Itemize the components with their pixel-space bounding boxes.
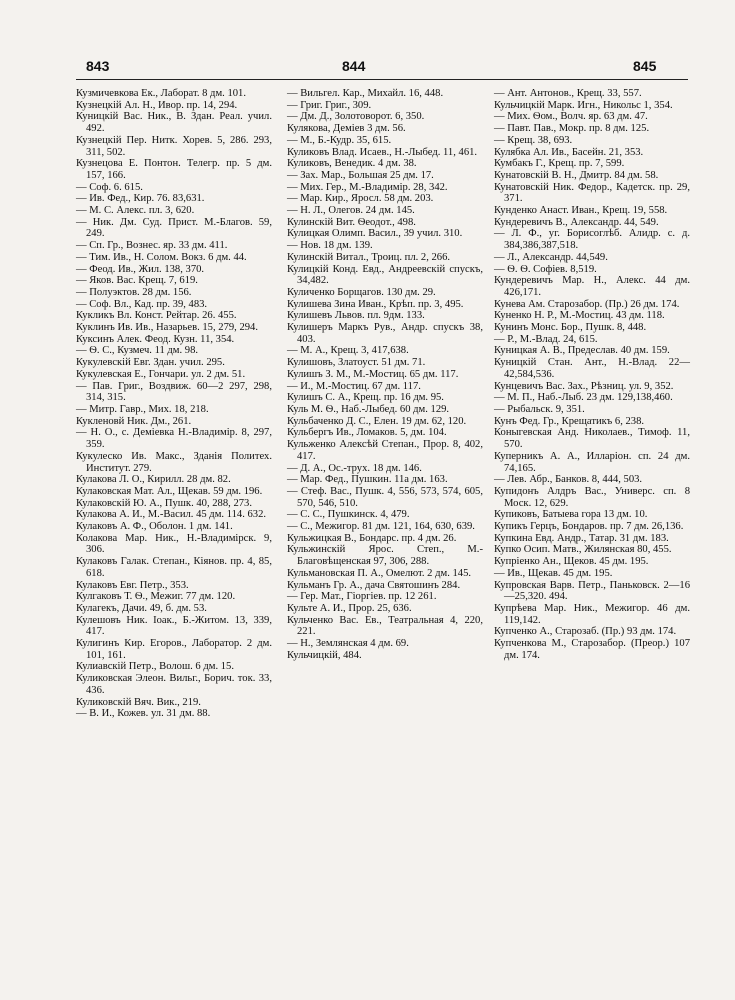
directory-entry: — Сп. Гр., Вознес. яр. 33 дм. 411. [76,240,228,252]
directory-entry: Кулаковская Мат. Ал., Щекав. 59 дм. 196. [76,485,263,497]
directory-entry: Кулаковъ А. Ф., Оболон. 1 дм. 141. [76,521,233,533]
directory-entry: — И., М.-Мостиц. 67 дм. 117. [287,380,421,392]
directory-entry: — Вильгел. Кар., Михайл. 16, 448. [287,88,444,99]
directory-entry: Кулинскій Вит. Ѳеодот., 498. [287,216,416,228]
directory-entry: — Л., Александр. 44,549. [494,251,608,263]
directory-entry: Кульченко Вас. Ев., Театральная 4, 220, 221. [287,614,483,638]
directory-entry: Купровская Варв. Петр., Паньковск. 2—16—25,320. 494. [494,579,690,603]
page-header [0,58,735,80]
directory-entry: Кунденко Анаст. Иван., Крещ. 19, 558. [494,205,668,217]
directory-entry: Кумбакъ Г., Крещ. пр. 7, 599. [494,158,625,170]
directory-entry: Купиковъ, Батыева гора 13 дм. 10. [494,509,648,521]
directory-entry: Кунинъ Монс. Бор., Пушк. 8, 448. [494,322,647,334]
directory-entry: — Стеф. Вас., Пушк. 4, 556, 573, 574, 605, 570, 546, 510. [287,485,483,509]
directory-entry: Кулишъ С. А., Крещ. пр. 16 дм. 95. [287,392,444,404]
directory-entry: Кульчицкій Марк. Игн., Никольс 1, 354. [494,99,673,111]
directory-entry: Кулинскій Витал., Троиц. пл. 2, 266. [287,251,451,263]
directory-entry: Кузнецкій Пер. Нитк. Хорев. 5, 286. 293, 311, 502. [76,134,272,158]
directory-entry: — Н. О., с. Демiевка Н.-Владимір. 8, 297, 359. [76,427,272,451]
directory-entry: — Рыбальск. 9, 351. [494,403,585,415]
directory-column-1 [76,88,272,720]
page-number-middle: 844 [342,58,366,74]
directory-entry: Кулаковскій Ю. А., Пушк. 40, 288, 273. [76,497,252,509]
directory-entry: Куницкій Стан. Ант., Н.-Влад. 22—42,584,536. [494,357,690,380]
directory-entry: Куликовскій Вяч. Вик., 219. [76,696,201,708]
directory-entry: Кунъ Фед. Гр., Крещатикъ 6, 238. [494,415,645,427]
directory-entry: Кукулевскій Евг. Здан. учил. 295. [76,357,225,369]
directory-entry: Купидонъ Алдръ Вас., Универс. сп. 8 Моск. 12, 629. [494,485,690,509]
directory-entry: Кулишовъ, Златоуст. 51 дм. 71. [287,357,426,369]
directory-entry: — Митр. Гавр., Мих. 18, 218. [76,403,209,415]
directory-entry: — Ив., Щекав. 45 дм. 195. [494,567,613,579]
directory-entry: — С., Межигор. 81 дм. 121, 164, 630, 639. [287,521,475,533]
directory-entry: Колакова Мар. Ник., Н.-Владимірск. 9, 306. [76,532,272,556]
directory-entry: Купкина Евд. Андр., Татар. 31 дм. 183. [494,532,669,544]
directory-entry: Куль М. Ѳ., Наб.-Лыбед. 60 дм. 129. [287,403,450,415]
directory-entry: Кунцевичъ Вас. Зах., Рѣзниц. ул. 9, 352. [494,380,674,392]
directory-entry: Кулакова Л. О., Кирилл. 28 дм. 82. [76,474,231,486]
directory-entry: — Р., М.-Влад. 24, 615. [494,333,598,345]
directory-entry: Кунатовскій Ник. Федор., Кадетск. пр. 29, 371. [494,181,690,205]
directory-entry: Кульбаченко Д. С., Елен. 19 дм. 62, 120. [287,415,467,427]
directory-entry: — Дм. Д., Золотоворот. 6, 350. [287,111,425,123]
directory-entry: Кулишеръ Маркъ Рув., Андр. спускъ 38, 403. [287,322,483,345]
directory-entry: — Д. А., Ос.-трух. 18 дм. 146. [287,462,422,474]
directory-entry: Кульбергъ Ив., Ломаков. 5, дм. 104. [287,427,447,439]
directory-entry: Куксинъ Алек. Феод. Кузн. 11, 354. [76,333,235,345]
directory-entry: — М. С. Алекс. пл. 3, 620. [76,205,195,217]
directory-entry: — Ант. Антонов., Крещ. 33, 557. [494,88,642,99]
directory-entry: Кулагекъ, Дачи. 49, б. дм. 53. [76,602,207,614]
directory-entry: Кульчицкій, 484. [287,649,362,661]
directory-entry: Кузнецкій Ал. Н., Ивор. пр. 14, 294. [76,99,238,111]
directory-entry: Кунева Ам. Старозабор. (Пр.) 26 дм. 174. [494,298,680,310]
directory-entry: — Гер. Мат., Гіоргіев. пр. 12 261. [287,591,437,603]
directory-entry: Кульманъ Гр. А., дача Святошинъ 284. [287,579,461,591]
directory-entry: — В. И., Кожев. ул. 31 дм. 88. [76,708,211,720]
directory-entry: Кукулевская Е., Гончари. ул. 2 дм. 51. [76,368,246,380]
directory-entry: Кукленовй Ник. Дм., 261. [76,415,192,427]
directory-entry: — Крещ. 38, 693. [494,134,573,146]
directory-entry: — Соф. 6. 615. [76,181,143,193]
directory-entry: Купикъ Герцъ, Бондаров. пр. 7 дм. 26,136. [494,521,684,533]
directory-entry: Куницкая А. В., Предеслав. 40 дм. 159. [494,345,670,357]
directory-entry: — Н., Землянская 4 дм. 69. [287,638,409,650]
directory-entry: — С. С., Пушкинск. 4, 479. [287,509,410,521]
directory-entry: — Мих. Ѳом., Волч. яр. 63 дм. 47. [494,111,648,123]
directory-entry: Коныгевская Анд. Николаев., Тимоф. 11, 570. [494,427,690,451]
directory-entry: — Тим. Ив., Н. Солом. Вокз. 6 дм. 44. [76,251,247,263]
directory-entry: Кукликъ Вл. Конст. Рейтар. 26. 455. [76,310,237,322]
directory-entry: Кулишева Зина Иван., Крѣп. пр. 3, 495. [287,298,464,310]
directory-entry: Кундеревичъ В., Александр. 44, 549. [494,216,659,228]
directory-entry: Кулицкая Олимп. Васил., 39 учил. 310. [287,228,463,240]
directory-entry: Купченкова М., Старозабор. (Преор.) 107 дм. 174. [494,638,690,661]
directory-entry: Куненко Н. Р., М.-Мостиц. 43 дм. 118. [494,310,665,322]
directory-entry: — Нов. 18 дм. 139. [287,240,373,252]
directory-entry: — Н. Л., Олегов. 24 дм. 145. [287,205,415,217]
directory-entry: Куликовская Элеон. Вильг., Борич. ток. 33, 436. [76,673,272,696]
directory-entry: — Пав. Григ., Воздвиж. 60—2 297, 298, 314, 315. [76,380,272,404]
directory-entry: Кузнецова Е. Понтон. Телегр. пр. 5 дм. 157, 166. [76,158,272,181]
directory-entry: — Ив. Фед., Кир. 76. 83,631. [76,193,205,205]
directory-entry: — Павт. Пав., Мокр. пр. 8 дм. 125. [494,123,650,135]
directory-column-2 [287,88,483,661]
directory-entry: Кульженко Алексѣй Степан., Прор. 8, 402, 417. [287,439,483,462]
directory-entry: Кулаковъ Евг. Петр., 353. [76,579,189,591]
directory-entry: Куличенко Борщагов. 130 дм. 29. [287,286,436,298]
directory-entry: Куклинъ Ив. Ив., Назарьев. 15, 279, 294. [76,322,258,334]
directory-entry: Кулябка Ал. Ив., Басейн. 21, 353. [494,146,644,158]
directory-entry: Кукулеско Ив. Макс., Зданія Политех. Институт. 279. [76,450,272,474]
directory-entry: Кулаковъ Галак. Степан., Кіянов. пр. 4, 85, 618. [76,556,272,579]
directory-entry: — Зах. Мар., Большая 25 дм. 17. [287,169,434,181]
directory-entry: Купченко А., Старозаб. (Пр.) 93 дм. 174. [494,626,677,638]
directory-entry: — Лев. Абр., Банков. 8, 444, 503. [494,474,643,486]
directory-entry: Куницкій Вас. Ник., В. Здан. Реал. учил. 492. [76,111,272,135]
directory-entry: Куликовъ, Венедик. 4 дм. 38. [287,158,417,170]
header-rule [76,79,688,80]
page-number-left: 843 [86,58,110,74]
directory-entry: — Мар. Фед., Пушкин. 11а дм. 163. [287,474,448,486]
directory-entry: — М. П., Наб.-Лыб. 23 дм. 129,138,460. [494,392,673,404]
directory-entry: Купрѣева Мар. Ник., Межигор. 46 дм. 119,142. [494,602,690,626]
directory-entry: Кулицкій Конд. Евд., Андреевскій спускъ, 34,482. [287,263,483,287]
directory-entry: — Мар. Кир., Яросл. 58 дм. 203. [287,193,434,205]
page-number-right: 845 [633,58,657,74]
directory-entry: — Мих. Гер., М.-Владимір. 28, 342. [287,181,448,193]
directory-entry: Купріенко Ан., Щеков. 45 дм. 195. [494,556,649,568]
directory-entry: — Л. Ф., уг. Борисоглѣб. Алидр. с. д. 384,386,387,518. [494,228,690,252]
directory-entry: — Ѳ. С., Кузмеч. 11 дм. 98. [76,345,199,357]
directory-entry: — Ник. Дм. Суд. Прист. М.-Благов. 59, 249. [76,216,272,240]
directory-entry: Куликовъ Влад. Исаев., Н.-Лыбед. 11, 461. [287,146,478,158]
directory-entry: Кулгаковъ Т. Ѳ., Межиг. 77 дм. 120. [76,591,236,603]
directory-entry: Кулакова А. И., М.-Васил. 45 дм. 114. 632. [76,509,267,521]
directory-entry: Кульмановская П. А., Омелют. 2 дм. 145. [287,567,472,579]
directory-entry: Культе А. И., Прор. 25, 636. [287,602,412,614]
directory-entry: Куперникъ А. А., Илларіон. сп. 24 дм. 74,165. [494,450,690,474]
directory-entry: Кульжинскій Ярос. Степ., М.-Благовѣщенская 97, 306, 288. [287,544,483,568]
directory-entry: Купко Осип. Матв., Жилянская 80, 455. [494,544,672,556]
directory-entry: Кулешовъ Ник. Іоак., Б.-Житом. 13, 339, 417. [76,614,272,638]
directory-entry: Кулиавскій Петр., Волош. 6 дм. 15. [76,661,235,673]
directory-entry: Кулякова, Демiев 3 дм. 56. [287,123,406,135]
directory-entry: — Феод. Ив., Жил. 138, 370. [76,263,205,275]
directory-entry: Кульжицкая В., Бондарс. пр. 4 дм. 26. [287,532,457,544]
directory-entry: Кундеревичъ Мар. Н., Алекс. 44 дм. 426,171. [494,275,690,298]
directory-entry: — Соф. Вл., Кад. пр. 39, 483. [76,298,208,310]
directory-entry: — Ѳ. Ѳ. Софіев. 8,519. [494,263,597,275]
directory-entry: — М. А., Крещ. 3, 417,638. [287,345,409,357]
directory-column-3 [494,88,690,661]
directory-entry: Кулишевъ Львов. пл. 9дм. 133. [287,310,425,322]
directory-entry: — Яков. Вас. Крещ. 7, 619. [76,275,198,287]
directory-entry: Кузмичевкова Ек., Лаборат. 8 дм. 101. [76,88,246,99]
directory-entry: Кулишъ З. М., М.-Мостиц. 65 дм. 117. [287,368,459,380]
directory-entry: — Полуэктов. 28 дм. 156. [76,286,192,298]
directory-entry: Кунатовскій В. Н., Дмитр. 84 дм. 58. [494,169,659,181]
directory-entry: — Григ. Григ., 309. [287,99,372,111]
directory-entry: — М., Б.-Кудр. 35, 615. [287,134,392,146]
directory-entry: Кулигинъ Кир. Егоров., Лаборатор. 2 дм. 101, 161. [76,638,272,661]
